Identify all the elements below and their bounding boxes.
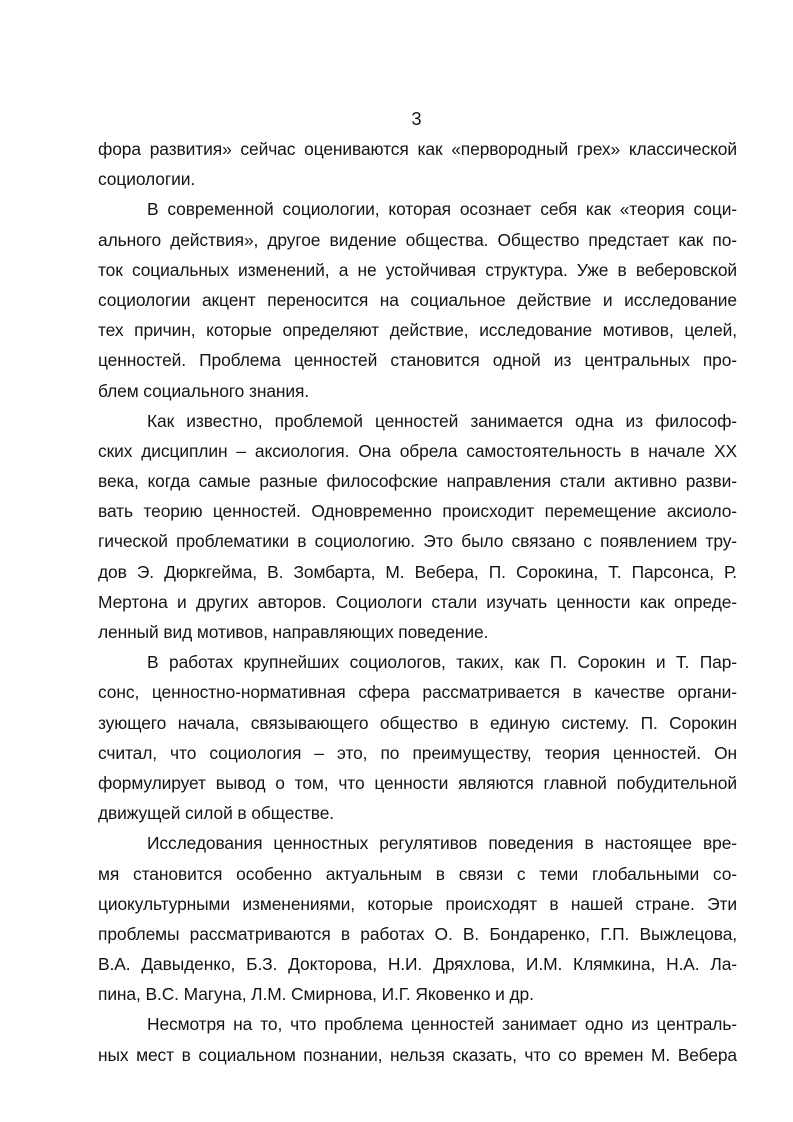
text-line: проблемы рассматриваются в работах О. В. Бондаренко, Г.П. Выжлецова, (98, 923, 737, 944)
text-line: Мертона и других авторов. Социологи стали изучать ценности как опреде- (98, 591, 737, 612)
text-line: ального действия», другое видение общества. Общество предстает как по- (98, 229, 737, 250)
text-line: циокультурными изменениями, которые происходят в нашей стране. Эти (98, 893, 737, 914)
text-line: блем социального знания. (98, 380, 310, 401)
text-line: ток социальных изменений, а не устойчивая структура. Уже в веберовской (98, 259, 737, 280)
text-line: В.А. Давыденко, Б.З. Докторова, Н.И. Дряхлова, И.М. Клямкина, Н.А. Ла- (98, 954, 737, 975)
body-text (98, 134, 737, 1070)
page-number: 3 (411, 109, 422, 129)
text-line: Как известно, проблемой ценностей занимается одна из философ- (147, 410, 737, 431)
text-line: пина, В.С. Магуна, Л.М. Смирнова, И.Г. Яковенко и др. (98, 984, 534, 1005)
text-line: фора развития» сейчас оцениваются как «первородный грех» классической (98, 139, 737, 159)
text-line: ских дисциплин – аксиология. Она обрела самостоятельность в начале XX (98, 440, 737, 461)
text-line: мя становится особенно актуальным в связи с теми глобальными со- (98, 863, 737, 884)
text-line: В работах крупнейших социологов, таких, как П. Сорокин и Т. Пар- (147, 652, 737, 673)
text-line: Исследования ценностных регулятивов поведения в настоящее вре- (147, 833, 737, 854)
text-line: считал, что социология – это, по преимуществу, теория ценностей. Он (98, 742, 737, 763)
text-line: дов Э. Дюркгейма, В. Зомбарта, М. Вебера, П. Сорокина, Т. Парсонса, Р. (98, 561, 737, 582)
text-line: сонс, ценностно-нормативная сфера рассматривается в качестве органи- (98, 682, 737, 703)
text-line: ных мест в социальном познании, нельзя сказать, что со времен М. Вебера (98, 1044, 737, 1065)
text-line: гической проблематики в социологию. Это было связано с появлением тру- (98, 531, 737, 552)
text-line: формулирует вывод о том, что ценности являются главной побудительной (98, 772, 737, 793)
text-line: вать теорию ценностей. Одновременно происходит перемещение аксиоло- (98, 501, 737, 522)
text-line: Несмотря на то, что проблема ценностей занимает одно из централь- (147, 1014, 737, 1035)
text-line: ленный вид мотивов, направляющих поведение. (98, 622, 489, 642)
text-line: ценностей. Проблема ценностей становится одной из центральных про- (98, 350, 737, 371)
text-line: социологии. (98, 169, 196, 190)
text-line: В современной социологии, которая осознает себя как «теория соци- (147, 199, 737, 220)
text-line: зующего начала, связывающего общество в единую систему. П. Сорокин (98, 712, 737, 733)
text-line: века, когда самые разные философские направления стали активно разви- (98, 471, 737, 492)
text-line: движущей силой в обществе. (98, 803, 335, 824)
text-line: тех причин, которые определяют действие, исследование мотивов, целей, (98, 320, 737, 341)
text-line: социологии акцент переносится на социальное действие и исследование (98, 289, 737, 310)
